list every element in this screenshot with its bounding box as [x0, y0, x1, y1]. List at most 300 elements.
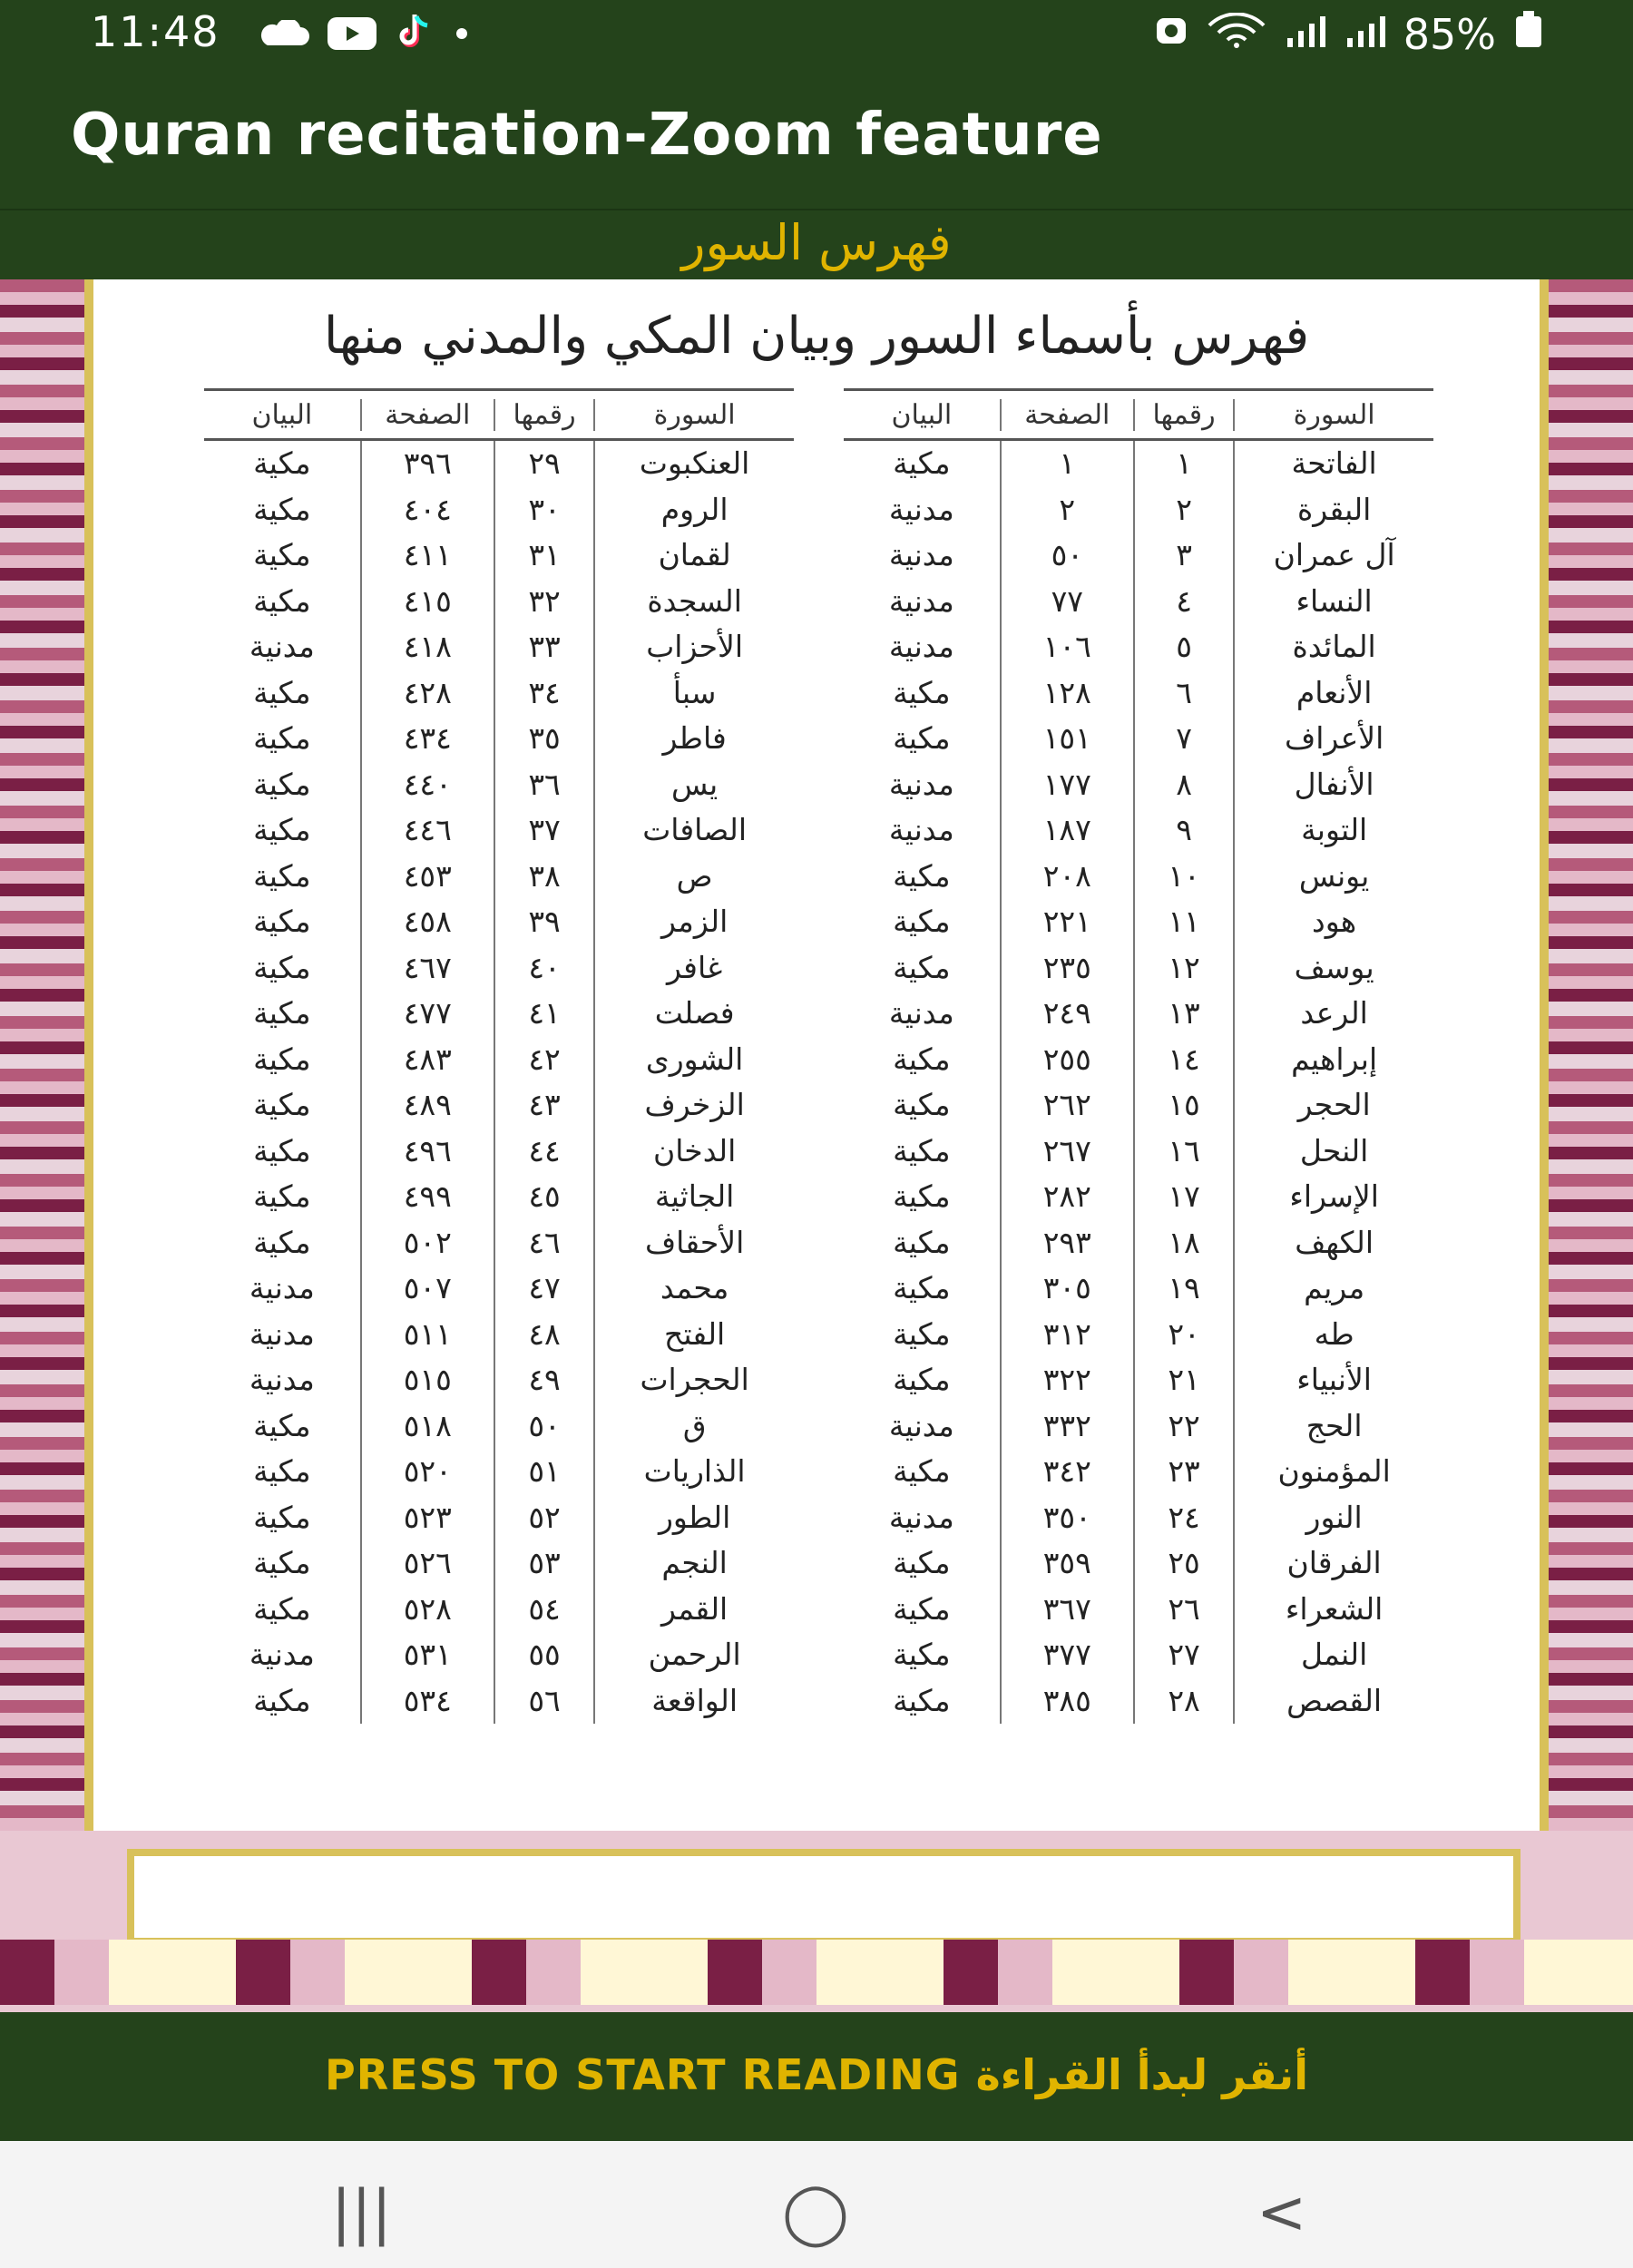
cell-surah: ق: [593, 1403, 794, 1450]
table-row: [204, 579, 794, 625]
table-row: [204, 1495, 794, 1541]
cell-number: ٢٢: [1133, 1403, 1233, 1450]
cell-page: ٥١٥: [360, 1357, 494, 1403]
cell-type: مكية: [253, 766, 311, 802]
cell-type: مكية: [253, 720, 311, 756]
table-row: [204, 1449, 794, 1495]
header-type: البيان: [251, 398, 313, 431]
cell-type: مكية: [893, 1132, 951, 1168]
cell-type: مدنية: [888, 491, 954, 527]
cell-type: مكية: [893, 720, 951, 756]
cell-page: ١٧٧: [1000, 762, 1133, 808]
cell-surah: القمر: [593, 1587, 794, 1633]
header-type: البيان: [891, 398, 953, 431]
cell-type: مكية: [893, 904, 951, 939]
cell-surah: الحجرات: [593, 1357, 794, 1403]
table-row: [844, 1449, 1433, 1495]
table-row: [204, 1082, 794, 1129]
youtube-icon: [326, 15, 378, 55]
cell-surah: النور: [1233, 1495, 1433, 1541]
cell-surah: آل عمران: [1233, 533, 1433, 579]
header-page: الصفحة: [1000, 399, 1133, 431]
cell-page: ٣٣٢: [1000, 1403, 1133, 1450]
table-body-right: [844, 441, 1433, 1724]
cell-page: ٥٣٤: [360, 1678, 494, 1725]
cell-page: ٢: [1000, 487, 1133, 533]
cell-number: ٥٣: [494, 1540, 593, 1587]
surah-table-left: [204, 388, 794, 1840]
cell-surah: البقرة: [1233, 487, 1433, 533]
cell-surah: الواقعة: [593, 1678, 794, 1725]
status-right: [1153, 9, 1547, 59]
cell-number: ٥: [1133, 624, 1233, 670]
cell-type: مكية: [893, 1315, 951, 1352]
recents-button[interactable]: |||: [331, 2177, 392, 2247]
table-body-left: [204, 441, 794, 1724]
home-button[interactable]: ◯: [782, 2177, 849, 2247]
cell-page: ٥٢٦: [360, 1540, 494, 1587]
cell-page: ٤٤٦: [360, 807, 494, 854]
table-row: [204, 1312, 794, 1358]
decorative-border-right: [1547, 279, 1633, 1840]
cell-number: ٢٩: [494, 441, 593, 487]
cell-surah: القصص: [1233, 1678, 1433, 1725]
cell-number: ٤٣: [494, 1082, 593, 1129]
cell-number: ١٩: [1133, 1266, 1233, 1312]
cell-number: ١٦: [1133, 1129, 1233, 1175]
table-row: [844, 854, 1433, 900]
table-row: [204, 716, 794, 762]
cell-page: ٤٨٣: [360, 1037, 494, 1083]
cell-surah: العنكبوت: [593, 441, 794, 487]
cell-type: مكية: [253, 949, 311, 985]
cell-number: ٨: [1133, 762, 1233, 808]
cell-page: ١٥١: [1000, 716, 1133, 762]
cell-type: مكية: [253, 1499, 311, 1535]
cell-surah: النجم: [593, 1540, 794, 1587]
cell-page: ٤٤٠: [360, 762, 494, 808]
table-row: [844, 1403, 1433, 1450]
cell-page: ٤٥٨: [360, 899, 494, 945]
cell-type: مدنية: [249, 1315, 315, 1352]
cell-number: ٣٤: [494, 670, 593, 717]
cell-number: ٣٣: [494, 624, 593, 670]
cell-number: ٢٣: [1133, 1449, 1233, 1495]
table-row: [204, 1678, 794, 1725]
cell-page: ٢٣٥: [1000, 945, 1133, 992]
cell-page: ١٨٧: [1000, 807, 1133, 854]
table-row: [204, 1129, 794, 1175]
header-number: رقمها: [1133, 399, 1233, 431]
cell-type: مدنية: [249, 629, 315, 664]
cell-number: ٥٤: [494, 1587, 593, 1633]
cell-surah: الفاتحة: [1233, 441, 1433, 487]
cell-type: مكية: [893, 949, 951, 985]
cell-type: مكية: [893, 1270, 951, 1305]
table-row: [844, 1312, 1433, 1358]
cell-surah: لقمان: [593, 533, 794, 579]
header-surah: السورة: [593, 399, 794, 431]
cell-number: ٢٦: [1133, 1587, 1233, 1633]
cell-page: ٢٨٢: [1000, 1174, 1133, 1220]
cell-page: ٢٤٩: [1000, 991, 1133, 1037]
cell-number: ٢٠: [1133, 1312, 1233, 1358]
table-row: [844, 1540, 1433, 1587]
cell-number: ٢٥: [1133, 1540, 1233, 1587]
cell-type: مدنية: [249, 1362, 315, 1397]
cell-number: ٤٢: [494, 1037, 593, 1083]
cell-page: ٤٠٤: [360, 487, 494, 533]
cell-type: مكية: [253, 1132, 311, 1168]
cell-type: مكية: [893, 1041, 951, 1077]
table-row: [204, 899, 794, 945]
cell-page: ٢٦٢: [1000, 1082, 1133, 1129]
table-row: [844, 1357, 1433, 1403]
cell-surah: الدخان: [593, 1129, 794, 1175]
cell-number: ٤٠: [494, 945, 593, 992]
cell-page: ٢٩٣: [1000, 1220, 1133, 1266]
cell-type: مكية: [893, 1178, 951, 1214]
cell-number: ٣١: [494, 533, 593, 579]
cell-number: ٧: [1133, 716, 1233, 762]
cell-surah: الشعراء: [1233, 1587, 1433, 1633]
cell-surah: فصلت: [593, 991, 794, 1037]
table-row: [844, 1678, 1433, 1725]
cell-surah: مريم: [1233, 1266, 1433, 1312]
cell-surah: الرعد: [1233, 991, 1433, 1037]
cell-type: مكية: [253, 1178, 311, 1214]
table-row: [204, 945, 794, 992]
cell-type: مدنية: [888, 766, 954, 802]
cell-page: ٢٦٧: [1000, 1129, 1133, 1175]
cell-page: ٥١٨: [360, 1403, 494, 1450]
cell-number: ٢٧: [1133, 1632, 1233, 1678]
cell-page: ٣٦٧: [1000, 1587, 1133, 1633]
cell-number: ١٣: [1133, 991, 1233, 1037]
table-row: [204, 991, 794, 1037]
cell-type: مدنية: [888, 537, 954, 572]
cell-type: مكية: [893, 1224, 951, 1260]
cell-page: ٣٠٥: [1000, 1266, 1133, 1312]
table-row: [844, 1587, 1433, 1633]
cell-number: ٥١: [494, 1449, 593, 1495]
cell-number: ٢: [1133, 487, 1233, 533]
cell-page: ٥١١: [360, 1312, 494, 1358]
cell-page: ٤٨٩: [360, 1082, 494, 1129]
cell-type: مكية: [893, 1590, 951, 1627]
table-row: [844, 1082, 1433, 1129]
cell-type: مكية: [253, 445, 311, 481]
cell-type: مدنية: [249, 1270, 315, 1305]
cell-type: مكية: [893, 1362, 951, 1397]
cell-surah: طه: [1233, 1312, 1433, 1358]
cell-surah: الفتح: [593, 1312, 794, 1358]
cell-type: مكية: [253, 904, 311, 939]
cell-page: ٣١٢: [1000, 1312, 1133, 1358]
cell-page: ٢٥٥: [1000, 1037, 1133, 1083]
cell-page: ٤٩٩: [360, 1174, 494, 1220]
signal-icon: [1344, 10, 1389, 59]
table-row: [844, 1220, 1433, 1266]
table-row: [844, 945, 1433, 992]
cell-number: ٤٦: [494, 1220, 593, 1266]
cell-page: ٤٣٤: [360, 716, 494, 762]
wifi-icon: [1204, 10, 1269, 59]
tiktok-icon: [395, 13, 436, 58]
header-page: الصفحة: [360, 399, 494, 431]
cell-surah: يوسف: [1233, 945, 1433, 992]
cell-surah: الشورى: [593, 1037, 794, 1083]
cell-page: ٥٣١: [360, 1632, 494, 1678]
cell-surah: الأنفال: [1233, 762, 1433, 808]
cell-number: ٤٨: [494, 1312, 593, 1358]
cell-page: ٣٨٥: [1000, 1678, 1133, 1725]
cell-number: ٦: [1133, 670, 1233, 717]
cell-surah: الذاريات: [593, 1449, 794, 1495]
table-row: [844, 899, 1433, 945]
status-time: 11:48: [91, 7, 220, 56]
cell-number: ٣٥: [494, 716, 593, 762]
cell-type: مكية: [893, 674, 951, 710]
table-row: [844, 1632, 1433, 1678]
table-row: [204, 1357, 794, 1403]
table-row: [204, 807, 794, 854]
table-row: [204, 1632, 794, 1678]
cell-number: ٣٩: [494, 899, 593, 945]
cell-type: مكية: [253, 1087, 311, 1122]
cell-number: ٤٧: [494, 1266, 593, 1312]
cell-number: ١٨: [1133, 1220, 1233, 1266]
cell-page: ٢٢١: [1000, 899, 1133, 945]
table-row: [844, 762, 1433, 808]
table-row: [844, 1129, 1433, 1175]
cell-number: ٣٨: [494, 854, 593, 900]
cell-number: ٣٦: [494, 762, 593, 808]
cell-page: ٤٦٧: [360, 945, 494, 992]
cell-surah: الروم: [593, 487, 794, 533]
cell-surah: الأحزاب: [593, 624, 794, 670]
header-surah: السورة: [1233, 399, 1433, 431]
cell-surah: الفرقان: [1233, 1540, 1433, 1587]
cell-number: ٢٤: [1133, 1495, 1233, 1541]
cell-surah: يونس: [1233, 854, 1433, 900]
table-row: [204, 1403, 794, 1450]
back-button[interactable]: <: [1257, 2177, 1307, 2247]
cell-number: ١٢: [1133, 945, 1233, 992]
cell-page: ٤١١: [360, 533, 494, 579]
cell-number: ٤٤: [494, 1129, 593, 1175]
cell-number: ٤١: [494, 991, 593, 1037]
table-row: [844, 991, 1433, 1037]
cell-type: مكية: [893, 857, 951, 894]
table-row: [844, 1174, 1433, 1220]
cell-number: ٩: [1133, 807, 1233, 854]
cell-type: مكية: [253, 995, 311, 1031]
cell-number: ٥٥: [494, 1632, 593, 1678]
table-row: [844, 807, 1433, 854]
battery-percent: 85%: [1403, 9, 1496, 59]
table-row: [204, 762, 794, 808]
cell-page: ٣٥٠: [1000, 1495, 1133, 1541]
cell-type: مدنية: [888, 812, 954, 847]
cell-surah: الأنعام: [1233, 670, 1433, 717]
table-row: [204, 487, 794, 533]
cell-type: مكية: [893, 1637, 951, 1672]
cell-type: مكية: [253, 1682, 311, 1718]
cell-surah: النمل: [1233, 1632, 1433, 1678]
cell-number: ١٤: [1133, 1037, 1233, 1083]
cell-surah: الأعراف: [1233, 716, 1433, 762]
cell-type: مدنية: [888, 582, 954, 619]
ornament-row: [0, 1940, 1633, 2005]
cell-page: ٣٥٩: [1000, 1540, 1133, 1587]
cell-page: ٥٠٧: [360, 1266, 494, 1312]
cell-surah: الحج: [1233, 1403, 1433, 1450]
cell-surah: الإسراء: [1233, 1174, 1433, 1220]
cell-surah: الحجر: [1233, 1082, 1433, 1129]
cell-page: ٤٧٧: [360, 991, 494, 1037]
table-row: [844, 441, 1433, 487]
cell-number: ١٥: [1133, 1082, 1233, 1129]
cell-page: ٤١٨: [360, 624, 494, 670]
cell-page: ٥٢٣: [360, 1495, 494, 1541]
table-row: [204, 1174, 794, 1220]
cell-type: مكية: [253, 674, 311, 710]
table-row: [204, 854, 794, 900]
cell-surah: إبراهيم: [1233, 1037, 1433, 1083]
table-row: [844, 1495, 1433, 1541]
cell-page: ٤٢٨: [360, 670, 494, 717]
cell-type: مكية: [893, 1545, 951, 1580]
cell-number: ٣٧: [494, 807, 593, 854]
cell-surah: الرحمن: [593, 1632, 794, 1678]
cell-page: ٥٢٨: [360, 1587, 494, 1633]
index-heading: فهرس بأسماء السور وبيان المكي والمدني منها: [323, 307, 1310, 366]
cell-surah: التوبة: [1233, 807, 1433, 854]
cell-number: ٤٩: [494, 1357, 593, 1403]
table-row: [204, 1540, 794, 1587]
table-row: [844, 579, 1433, 625]
cell-number: ١٧: [1133, 1174, 1233, 1220]
table-row: [844, 624, 1433, 670]
cell-page: ٢٠٨: [1000, 854, 1133, 900]
mushaf-index-page[interactable]: [0, 279, 1633, 2012]
cell-page: ٥٠٢: [360, 1220, 494, 1266]
cell-surah: الزمر: [593, 899, 794, 945]
table-row: [204, 1220, 794, 1266]
cell-number: ٤٥: [494, 1174, 593, 1220]
cell-type: مكية: [253, 1590, 311, 1627]
surah-table-right: [844, 388, 1433, 1840]
cell-surah: الكهف: [1233, 1220, 1433, 1266]
cell-number: ٢١: [1133, 1357, 1233, 1403]
table-row: [204, 1587, 794, 1633]
table-row: [844, 716, 1433, 762]
cell-surah: السجدة: [593, 579, 794, 625]
cell-surah: ص: [593, 854, 794, 900]
cell-surah: محمد: [593, 1266, 794, 1312]
header-number: رقمها: [494, 399, 593, 431]
cell-type: مكية: [253, 812, 311, 847]
cloud-icon: [259, 20, 309, 51]
cell-type: مدنية: [888, 1407, 954, 1443]
battery-icon: [1511, 9, 1547, 59]
cell-surah: سبأ: [593, 670, 794, 717]
table-row: [844, 533, 1433, 579]
cell-surah: يس: [593, 762, 794, 808]
cell-page: ٣٤٢: [1000, 1449, 1133, 1495]
table-row: [204, 441, 794, 487]
table-row: [844, 1266, 1433, 1312]
cell-page: ٤١٥: [360, 579, 494, 625]
cell-type: مدنية: [249, 1637, 315, 1672]
cell-surah: المؤمنون: [1233, 1449, 1433, 1495]
cell-number: ٢٨: [1133, 1678, 1233, 1725]
cell-type: مكية: [893, 1682, 951, 1718]
cell-type: مكية: [893, 445, 951, 481]
cell-surah: المائدة: [1233, 624, 1433, 670]
table-row: [204, 1037, 794, 1083]
cell-type: مكية: [253, 1224, 311, 1260]
start-reading-label[interactable]: PRESS TO START READING أنقر لبدأ القراءة: [325, 2050, 1308, 2099]
cell-number: ١٠: [1133, 854, 1233, 900]
dot-icon: [453, 24, 471, 46]
cell-surah: غافر: [593, 945, 794, 992]
cell-page: ٣٢٢: [1000, 1357, 1133, 1403]
index-title: فهرس السور: [681, 214, 952, 271]
cell-number: ٣: [1133, 533, 1233, 579]
table-row: [844, 487, 1433, 533]
table-header: [204, 391, 794, 441]
table-header: [844, 391, 1433, 441]
cell-surah: الطور: [593, 1495, 794, 1541]
cell-page: ٤٥٣: [360, 854, 494, 900]
cell-surah: الصافات: [593, 807, 794, 854]
cell-page: ٥٢٠: [360, 1449, 494, 1495]
decorative-border-left: [0, 279, 86, 1840]
cell-page: ٥٠: [1000, 533, 1133, 579]
table-row: [204, 1266, 794, 1312]
cell-type: مكية: [893, 1453, 951, 1489]
cell-type: مكية: [253, 582, 311, 619]
cell-number: ٣٠: [494, 487, 593, 533]
cell-page: ٧٧: [1000, 579, 1133, 625]
cell-surah: الأحقاف: [593, 1220, 794, 1266]
status-bar: [0, 0, 1633, 73]
cell-page: ١٢٨: [1000, 670, 1133, 717]
cell-type: مكية: [253, 1453, 311, 1489]
table-row: [844, 1037, 1433, 1083]
cell-page: ٣٧٧: [1000, 1632, 1133, 1678]
cell-number: ١: [1133, 441, 1233, 487]
cell-type: مكية: [253, 537, 311, 572]
cell-type: مكية: [253, 491, 311, 527]
cell-surah: النساء: [1233, 579, 1433, 625]
table-row: [204, 533, 794, 579]
cell-page: ١٠٦: [1000, 624, 1133, 670]
app-title: Quran recitation-Zoom feature: [71, 102, 1103, 169]
status-icons-left: [259, 13, 471, 58]
cell-number: ٣٢: [494, 579, 593, 625]
alarm-icon: [1153, 10, 1189, 59]
cell-type: مدنية: [888, 629, 954, 664]
cell-number: ٥٢: [494, 1495, 593, 1541]
cell-surah: الأنبياء: [1233, 1357, 1433, 1403]
table-row: [204, 670, 794, 717]
cell-number: ٥٠: [494, 1403, 593, 1450]
cell-page: ٣٩٦: [360, 441, 494, 487]
table-row: [204, 624, 794, 670]
